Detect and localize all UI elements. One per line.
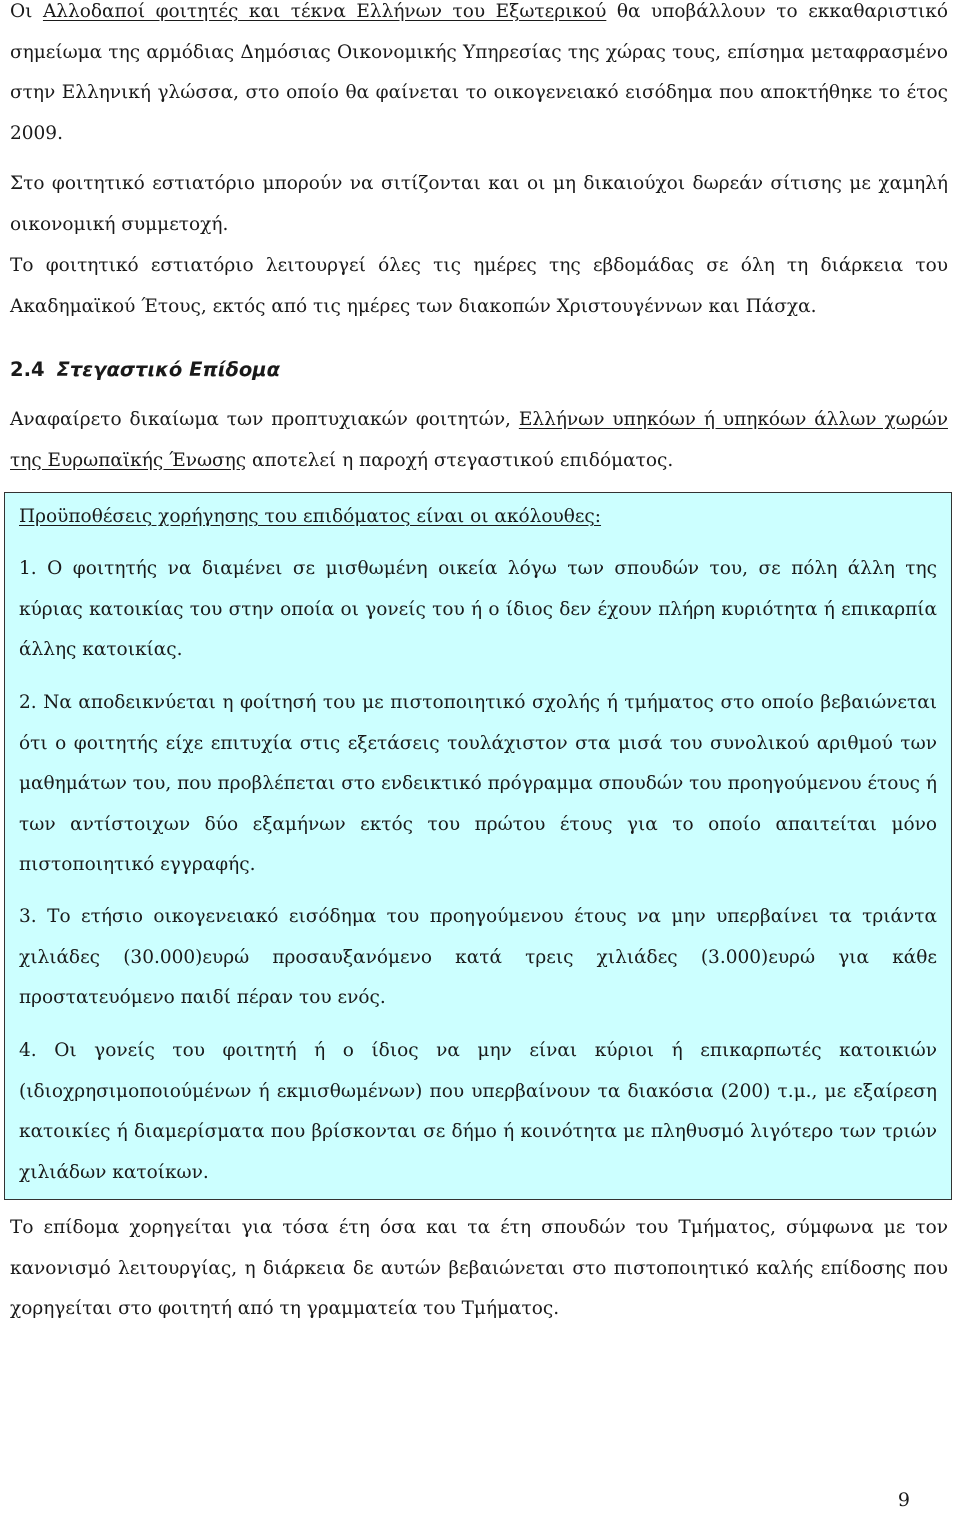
conditions-title: Προϋποθέσεις χορήγησης του επιδόματος είναι οι ακόλουθες: — [19, 506, 602, 527]
intro-paragraph — [10, 0, 948, 154]
restaurant-paragraph: Στο φοιτητικό εστιατόριο μπορούν να σιτίζονται και οι μη δικαιούχοι δωρεάν σίτισης με χαμηλή οικονομική συμμετοχή. — [10, 173, 948, 235]
condition-item: 1. Ο φοιτητής να διαμένει σε μισθωμένη οικεία λόγω των σπουδών του, σε πόλη άλλη της κύριας κατοικίας του στην οποία οι γονείς του ή ο ίδιος δεν έχουν πλήρη κυριότητα ή επικαρπία άλλης κατοικίας. — [19, 558, 937, 660]
eligible-citizens-highlight: Ελλήνων υπηκόων ή υπηκόων άλλων χωρών της Ευρωπαϊκής Ένωσης — [10, 409, 948, 471]
section-heading — [10, 354, 280, 386]
allowance-paragraph — [10, 400, 948, 481]
condition-item: 4. Οι γονείς του φοιτητή ή ο ίδιος να μην είναι κύριοι ή επικαρπωτές κατοικιών (ιδιοχρησιμοποιούμένων ή εκμισθωμένων) που υπερβαίνουν τα διακόσια (200) τ.μ., με εξαίρεση κατοικίες ή διαμερίσματα που βρίσκονται σε δήμο ή κοινότητα με πληθυσμό λιγότερο των τριών χιλιάδων κατοίκων. — [19, 1040, 937, 1183]
restaurant-hours-paragraph: Το φοιτητικό εστιατόριο λειτουργεί όλες τις ημέρες της εβδομάδας σε όλη τη διάρκεια του Ακαδημαϊκού Έτους, εκτός από τις ημέρες των διακοπών Χριστουγέννων και Πάσχα. — [10, 255, 948, 317]
intro-prefix: Οι — [10, 1, 33, 22]
foreign-students-highlight: Αλλοδαποί φοιτητές και τέκνα Ελλήνων του Εξωτερικού — [42, 1, 607, 22]
allowance-prefix: Αναφαίρετο δικαίωμα των προπτυχιακών φοιτητών, — [10, 409, 511, 430]
duration-paragraph: Το επίδομα χορηγείται για τόσα έτη όσα και τα έτη σπουδών του Τμήματος, σύμφωνα με τον κανονισμό λειτουργίας, η διάρκεια δε αυτών βεβαιώνεται στο πιστοποιητικό καλής επίδοσης που χορηγείται στο φοιτητή από τη γραμματεία του Τμήματος. — [10, 1217, 948, 1319]
page-number: 9 — [897, 1489, 910, 1511]
section-number: 2.4 — [10, 358, 45, 381]
condition-item: 3. Το ετήσιο οικογενειακό εισόδημα του προηγούμενου έτους να μην υπερβαίνει τα τριάντα χιλιάδες (30.000)ευρώ προσαυξανόμενο κατά τρεις χιλιάδες (3.000)ευρώ για κάθε προστατευόμενο παιδί πέραν του ενός. — [19, 906, 937, 1008]
section-title: Στεγαστικό Επίδομα — [56, 358, 280, 381]
conditions-box — [4, 492, 952, 1200]
intro-text: θα υποβάλλουν το εκκαθαριστικό σημείωμα της αρμόδιας Δημόσιας Οικονομικής Υπηρεσίας της χώρας τους, επίσημα μεταφρασμένο στην Ελληνική γλώσσα, στο οποίο θα φαίνεται το οικογενειακό εισόδημα που αποκτήθηκε το έτος 2009. — [10, 1, 948, 144]
condition-item: 2. Να αποδεικνύεται η φοίτησή του με πιστοποιητικό σχολής ή τμήματος στο οποίο βεβαιώνεται ότι ο φοιτητής είχε επιτυχία στις εξετάσεις τουλάχιστον στα μισά του συνολικού αριθμού των μαθημάτων του, που προβλέπεται στο ενδεικτικό πρόγραμμα σπουδών του προηγούμενου έτους ή των αντίστοιχων δύο εξαμήνων εκτός του πρώτου έτους για το οποίο απαιτείται μόνο πιστοποιητικό εγγραφής. — [19, 692, 937, 875]
allowance-text: αποτελεί η παροχή στεγαστικού επιδόματος. — [252, 449, 674, 471]
